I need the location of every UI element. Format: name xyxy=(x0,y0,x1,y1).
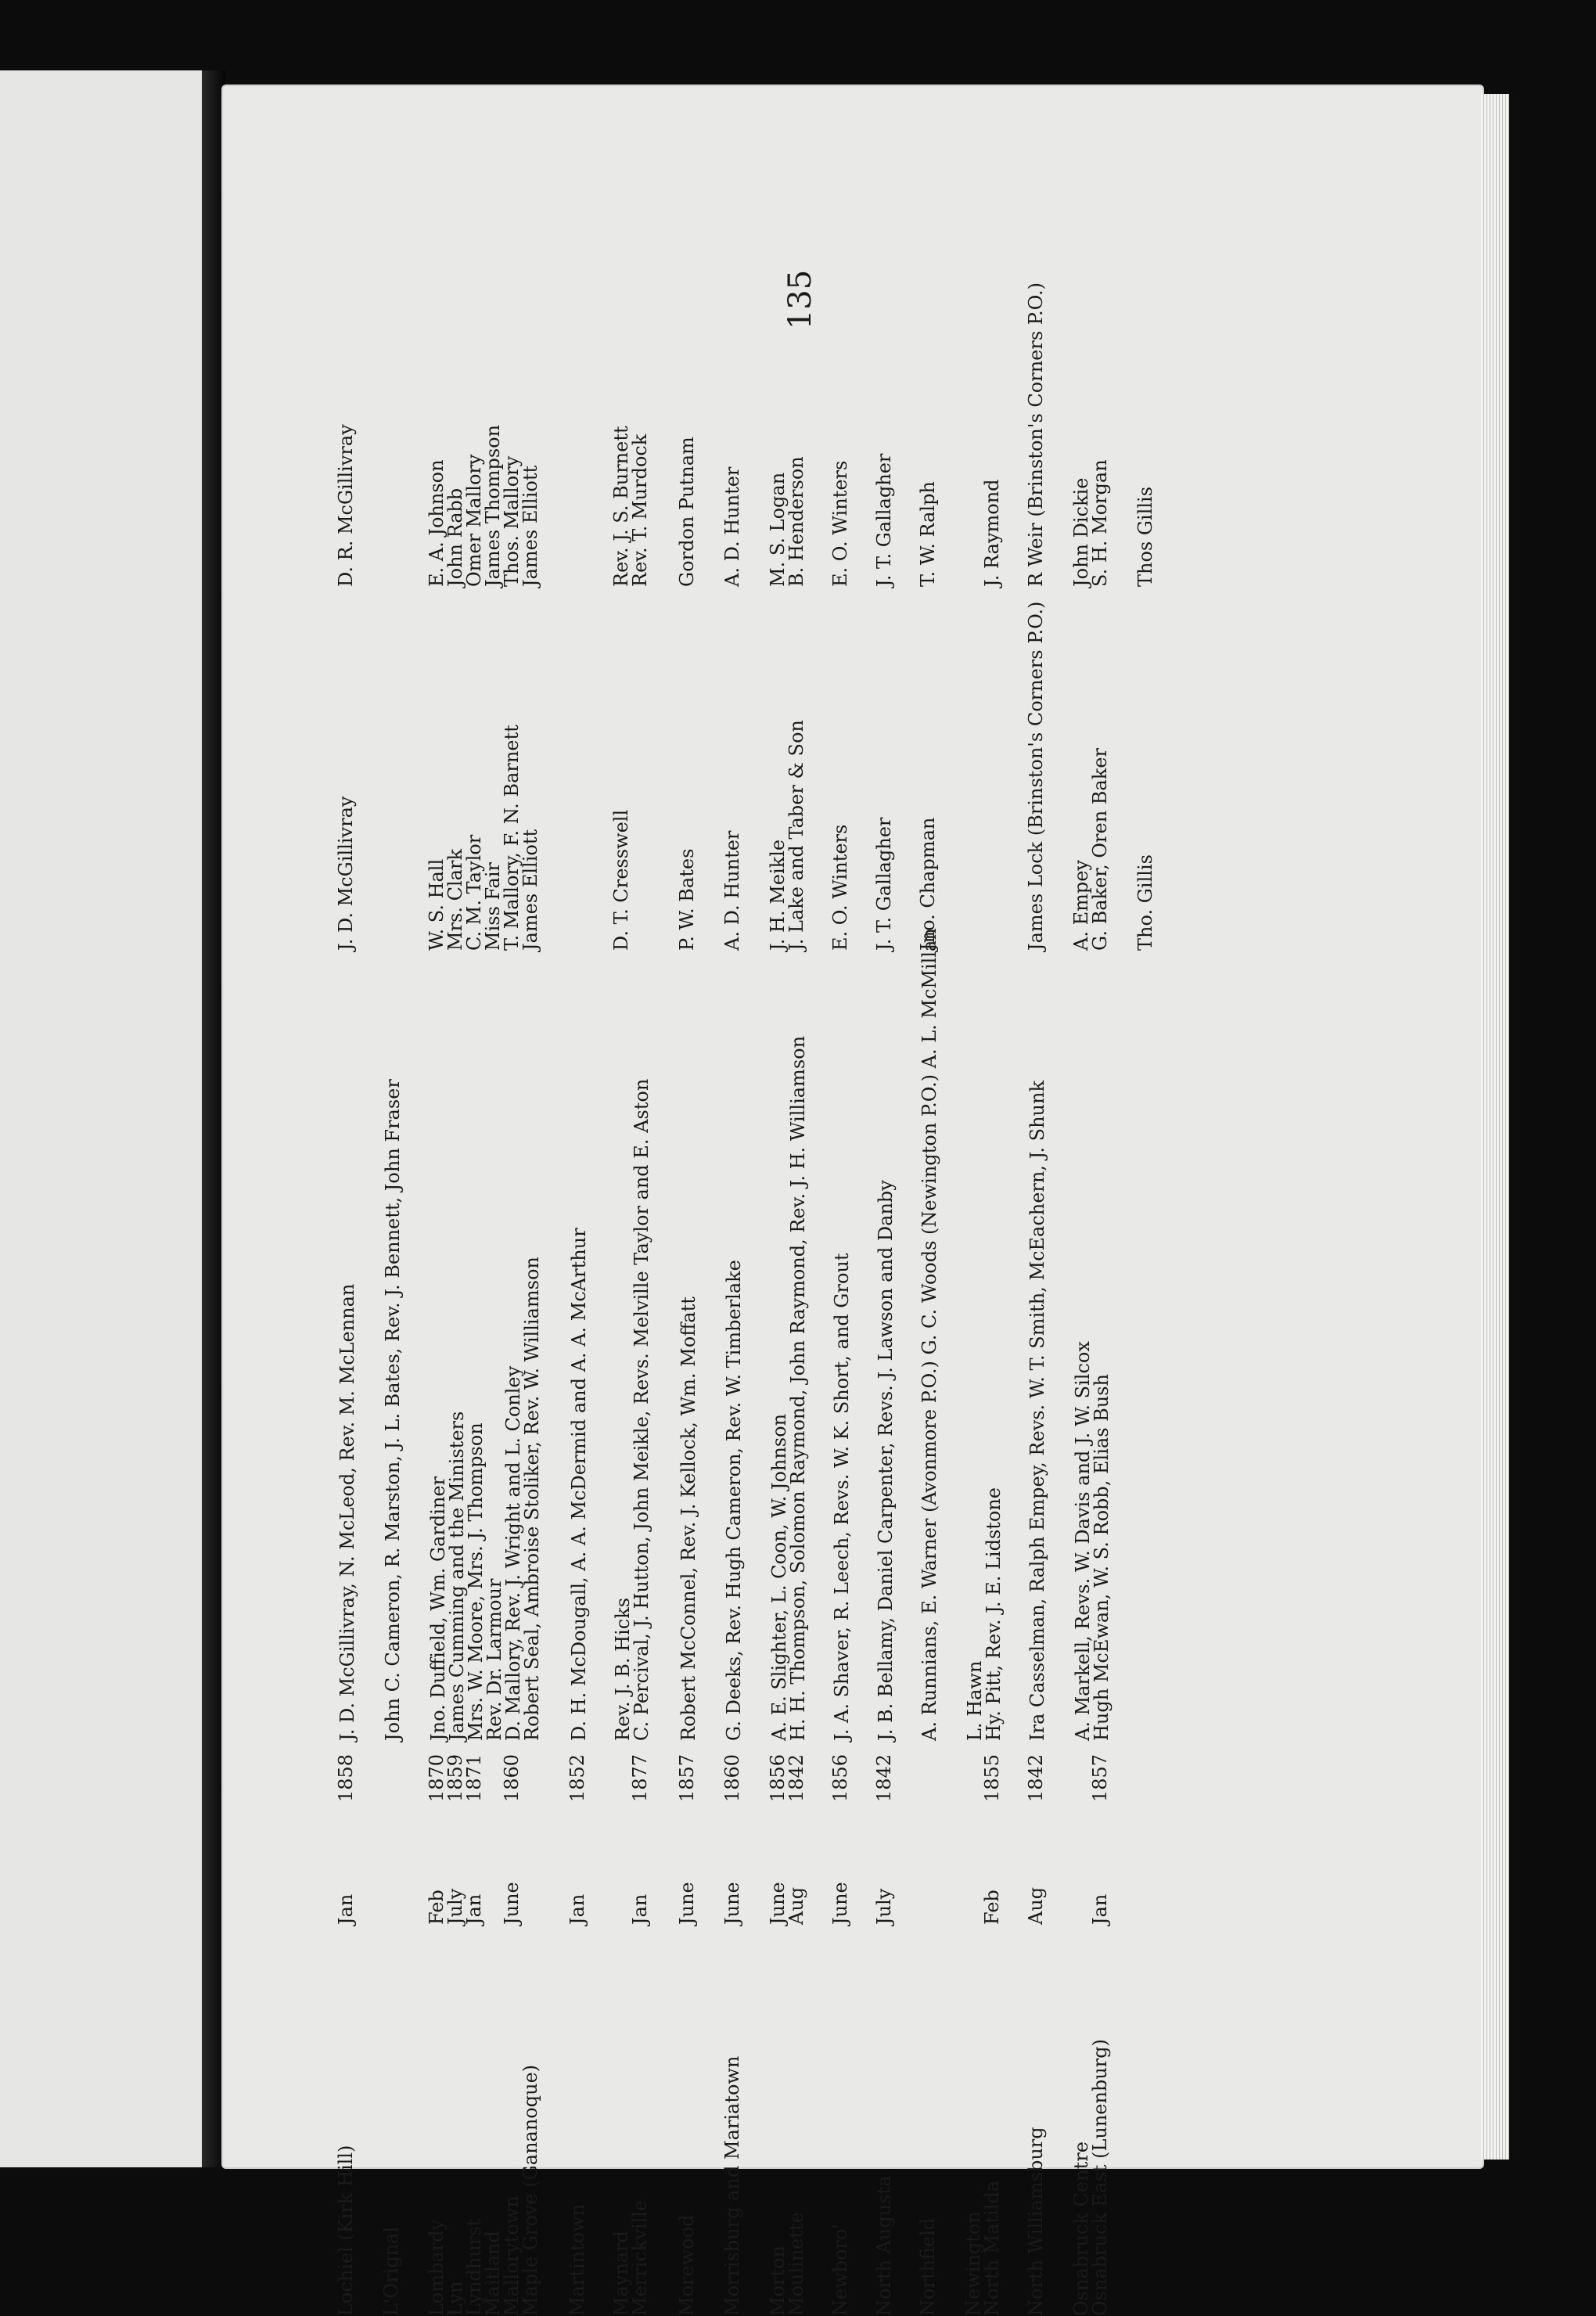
treasurer-cell: M. S. Logan xyxy=(767,472,789,587)
secretary-cell: Tho. Gillis xyxy=(1134,854,1156,951)
year-cell: 1842 xyxy=(873,1754,895,1803)
treasurer-cell: James Thompson xyxy=(482,424,504,587)
secretary-cell: A. Empey xyxy=(1070,860,1092,951)
treasurer-cell: R Weir (Brinston's Corners P.O.) xyxy=(1025,282,1047,587)
trustees-cell: A. E. Slighter, L. Coon, W. Johnson xyxy=(768,1413,790,1741)
treasurer-cell: Rev. J. S. Burnett xyxy=(610,426,632,587)
secretary-cell: G. Baker, Oren Baker xyxy=(1089,748,1111,951)
treasurer-cell: S. H. Morgan xyxy=(1089,459,1111,587)
treasurer-cell: Thos. Mallory xyxy=(501,455,523,587)
previous-page-edge xyxy=(0,70,203,2167)
place-cell: Lyn xyxy=(444,2281,466,2316)
trustees-cell: Ira Casselman, Ralph Empey, Revs. W. T. Smith, McEachern, J. Shunk xyxy=(1026,1081,1048,1741)
secretary-cell: Miss Fair xyxy=(482,862,504,951)
month-cell: June xyxy=(676,1882,698,1925)
treasurer-cell: Thos Gillis xyxy=(1134,486,1156,587)
place-cell: Moulinette xyxy=(785,2212,807,2316)
treasurer-cell: Gordon Putnam xyxy=(676,437,698,587)
year-cell: 1857 xyxy=(1089,1754,1111,1803)
place-cell: Northfield xyxy=(917,2217,939,2316)
trustees-cell: J. B. Bellamy, Daniel Carpenter, Revs. J. Lawson and Danby xyxy=(875,1180,897,1741)
treasurer-cell: J. Raymond xyxy=(981,479,1003,587)
place-cell: Martintown xyxy=(566,2203,588,2316)
month-cell: Aug xyxy=(1025,1886,1047,1925)
place-cell: Newington xyxy=(962,2211,984,2316)
year-cell: 1877 xyxy=(629,1754,651,1803)
secretary-cell: James Lock (Brinston's Corners P.O.) xyxy=(1025,601,1047,951)
place-cell: Morrisburg and Mariatown xyxy=(721,2055,743,2316)
trustees-cell: A. Runnians, E. Warner (Avonmore P.O.) G. C. Woods (Newington P.O.) A. L. McMillan xyxy=(918,928,940,1741)
treasurer-cell: J. T. Gallagher xyxy=(873,453,895,587)
year-cell: 1855 xyxy=(981,1754,1003,1803)
place-cell: Morewood xyxy=(676,2214,698,2316)
year-cell: 1842 xyxy=(785,1754,807,1803)
libraries-table xyxy=(336,282,1588,2316)
place-cell: North Augusta xyxy=(873,2175,895,2316)
trustees-cell: Rev. J. B. Hicks xyxy=(612,1597,634,1741)
book-gutter xyxy=(202,70,225,2167)
place-cell: Maynard xyxy=(610,2230,632,2316)
trustees-cell: Rev. Dr. Larmour xyxy=(483,1578,505,1741)
place-cell: Maitland xyxy=(482,2230,504,2316)
treasurer-cell: A. D. Hunter xyxy=(721,466,743,587)
secretary-cell: Jno. Chapman xyxy=(917,817,939,951)
month-cell: Jan xyxy=(1089,1893,1111,1925)
secretary-cell: James Elliott xyxy=(519,829,541,951)
treasurer-cell: E. A. Johnson xyxy=(426,459,448,587)
month-cell: Jan xyxy=(335,1893,357,1925)
year-cell: 1870 xyxy=(426,1754,448,1803)
trustees-cell: G. Deeks, Rev. Hugh Cameron, Rev. W. Timberlake xyxy=(723,1260,745,1741)
month-cell: June xyxy=(501,1882,523,1925)
trustees-cell: Jno. Duffield, Wm. Gardiner xyxy=(427,1476,449,1741)
secretary-cell: A. D. Hunter xyxy=(721,830,743,951)
trustees-cell: James Cumming and the Ministers xyxy=(446,1411,468,1741)
month-cell: June xyxy=(829,1882,851,1925)
trustees-cell: Mrs. W. Moore, Mrs. J. Thompson xyxy=(465,1422,487,1741)
year-cell: 1842 xyxy=(1025,1754,1047,1803)
secretary-cell: W. S. Hall xyxy=(426,858,448,951)
treasurer-cell: B. Henderson xyxy=(785,456,807,587)
place-cell: L'Orignal xyxy=(380,2226,402,2316)
treasurer-cell: Rev. T. Murdock xyxy=(629,433,651,587)
treasurer-cell: T. W. Ralph xyxy=(917,481,939,587)
month-cell: Jan xyxy=(566,1893,588,1925)
secretary-cell: J. T. Gallagher xyxy=(873,817,895,951)
secretary-cell: C. M. Taylor xyxy=(463,834,485,951)
secretary-cell: D. T. Cresswell xyxy=(610,809,632,951)
place-cell: Lochiel (Kirk Hill) xyxy=(335,2145,357,2316)
year-cell: 1856 xyxy=(829,1754,851,1803)
secretary-cell: J. D. McGillivray xyxy=(335,796,357,951)
treasurer-cell: E. O. Winters xyxy=(829,460,851,587)
secretary-cell: P. W. Bates xyxy=(676,848,698,951)
year-cell: 1852 xyxy=(566,1754,588,1803)
trustees-cell: D. H. McDougall, A. A. McDermid and A. A. McArthur xyxy=(568,1228,590,1741)
trustees-cell: Hugh McEwan, W. S. Robb, Elias Bush xyxy=(1091,1373,1113,1741)
trustees-cell: Hy. Pitt, Rev. J. E. Lidstone xyxy=(983,1487,1005,1741)
month-cell: Jan xyxy=(629,1893,651,1925)
month-cell: June xyxy=(767,1882,789,1925)
place-cell: Lombardy xyxy=(426,2219,448,2316)
year-cell: 1858 xyxy=(335,1754,357,1803)
treasurer-cell: John Dickie xyxy=(1070,477,1092,587)
place-cell: Morton xyxy=(767,2245,789,2316)
trustees-cell: John C. Cameron, R. Marston, J. L. Bates, Rev. J. Bennett, John Fraser xyxy=(382,1079,404,1741)
treasurer-cell: D. R. McGillivray xyxy=(335,424,357,587)
trustees-cell: J. D. McGillivray, N. McLeod, Rev. M. McLennan xyxy=(336,1283,358,1741)
month-cell: June xyxy=(721,1882,743,1925)
secretary-cell: T. Mallory, F. N. Barnett xyxy=(501,725,523,951)
month-cell: July xyxy=(873,1888,895,1925)
place-cell: Merrickville xyxy=(629,2199,651,2316)
place-cell: Maple Grove (Gananoque) xyxy=(519,2064,541,2316)
place-cell: Lyndhurst xyxy=(463,2218,485,2316)
month-cell: Feb xyxy=(426,1890,448,1925)
month-cell: Jan xyxy=(463,1893,485,1925)
year-cell: 1860 xyxy=(721,1754,743,1803)
month-cell: Aug xyxy=(785,1886,807,1925)
trustees-cell: Robert McConnel, Rev. J. Kellock, Wm. Moffatt xyxy=(678,1296,699,1741)
trustees-cell: C. Percival, J. Hutton, John Meikle, Revs. Melville Taylor and E. Aston xyxy=(631,1078,652,1741)
year-cell: 1871 xyxy=(463,1754,485,1803)
place-cell: Osnabruck East (Lunenburg) xyxy=(1089,2039,1111,2316)
page-number: 135 xyxy=(782,269,819,330)
place-cell: Mallorytown xyxy=(501,2196,523,2316)
trustees-cell: J. A. Shaver, R. Leech, Revs. W. K. Short, and Grout xyxy=(831,1253,853,1741)
trustees-cell: Robert Seal, Ambroise Stoliker, Rev. W. Williamson xyxy=(521,1257,543,1741)
trustees-cell: A. Markell, Revs. W. Davis and J. W. Silcox xyxy=(1072,1341,1094,1741)
treasurer-cell: John Rabb xyxy=(444,487,466,587)
place-cell: Osnabruck Centre xyxy=(1070,2141,1092,2316)
year-cell: 1856 xyxy=(767,1754,789,1803)
place-cell: North Matilda xyxy=(981,2180,1003,2316)
secretary-cell: J. Lake and Taber & Son xyxy=(785,720,807,951)
place-cell: Newboro' xyxy=(829,2223,851,2316)
month-cell: Feb xyxy=(981,1890,1003,1925)
month-cell: July xyxy=(444,1888,466,1925)
treasurer-cell: James Elliott xyxy=(519,465,541,587)
secretary-cell: E. O. Winters xyxy=(829,824,851,951)
secretary-cell: J. H. Meikle xyxy=(767,839,789,951)
year-cell: 1857 xyxy=(676,1754,698,1803)
secretary-cell: Mrs. Clark xyxy=(444,849,466,951)
treasurer-cell: Omer Mallory xyxy=(463,454,485,587)
year-cell: 1860 xyxy=(501,1754,523,1803)
year-cell: 1859 xyxy=(444,1754,466,1803)
trustees-cell: D. Mallory, Rev. J. Wright and L. Conley xyxy=(502,1365,524,1741)
place-cell: North Williamsburg xyxy=(1025,2127,1047,2316)
trustees-cell: H. H. Thompson, Solomon Raymond, John Raymond, Rev. J. H. Williamson xyxy=(787,1035,809,1741)
trustees-cell: L. Hawn xyxy=(964,1660,986,1741)
